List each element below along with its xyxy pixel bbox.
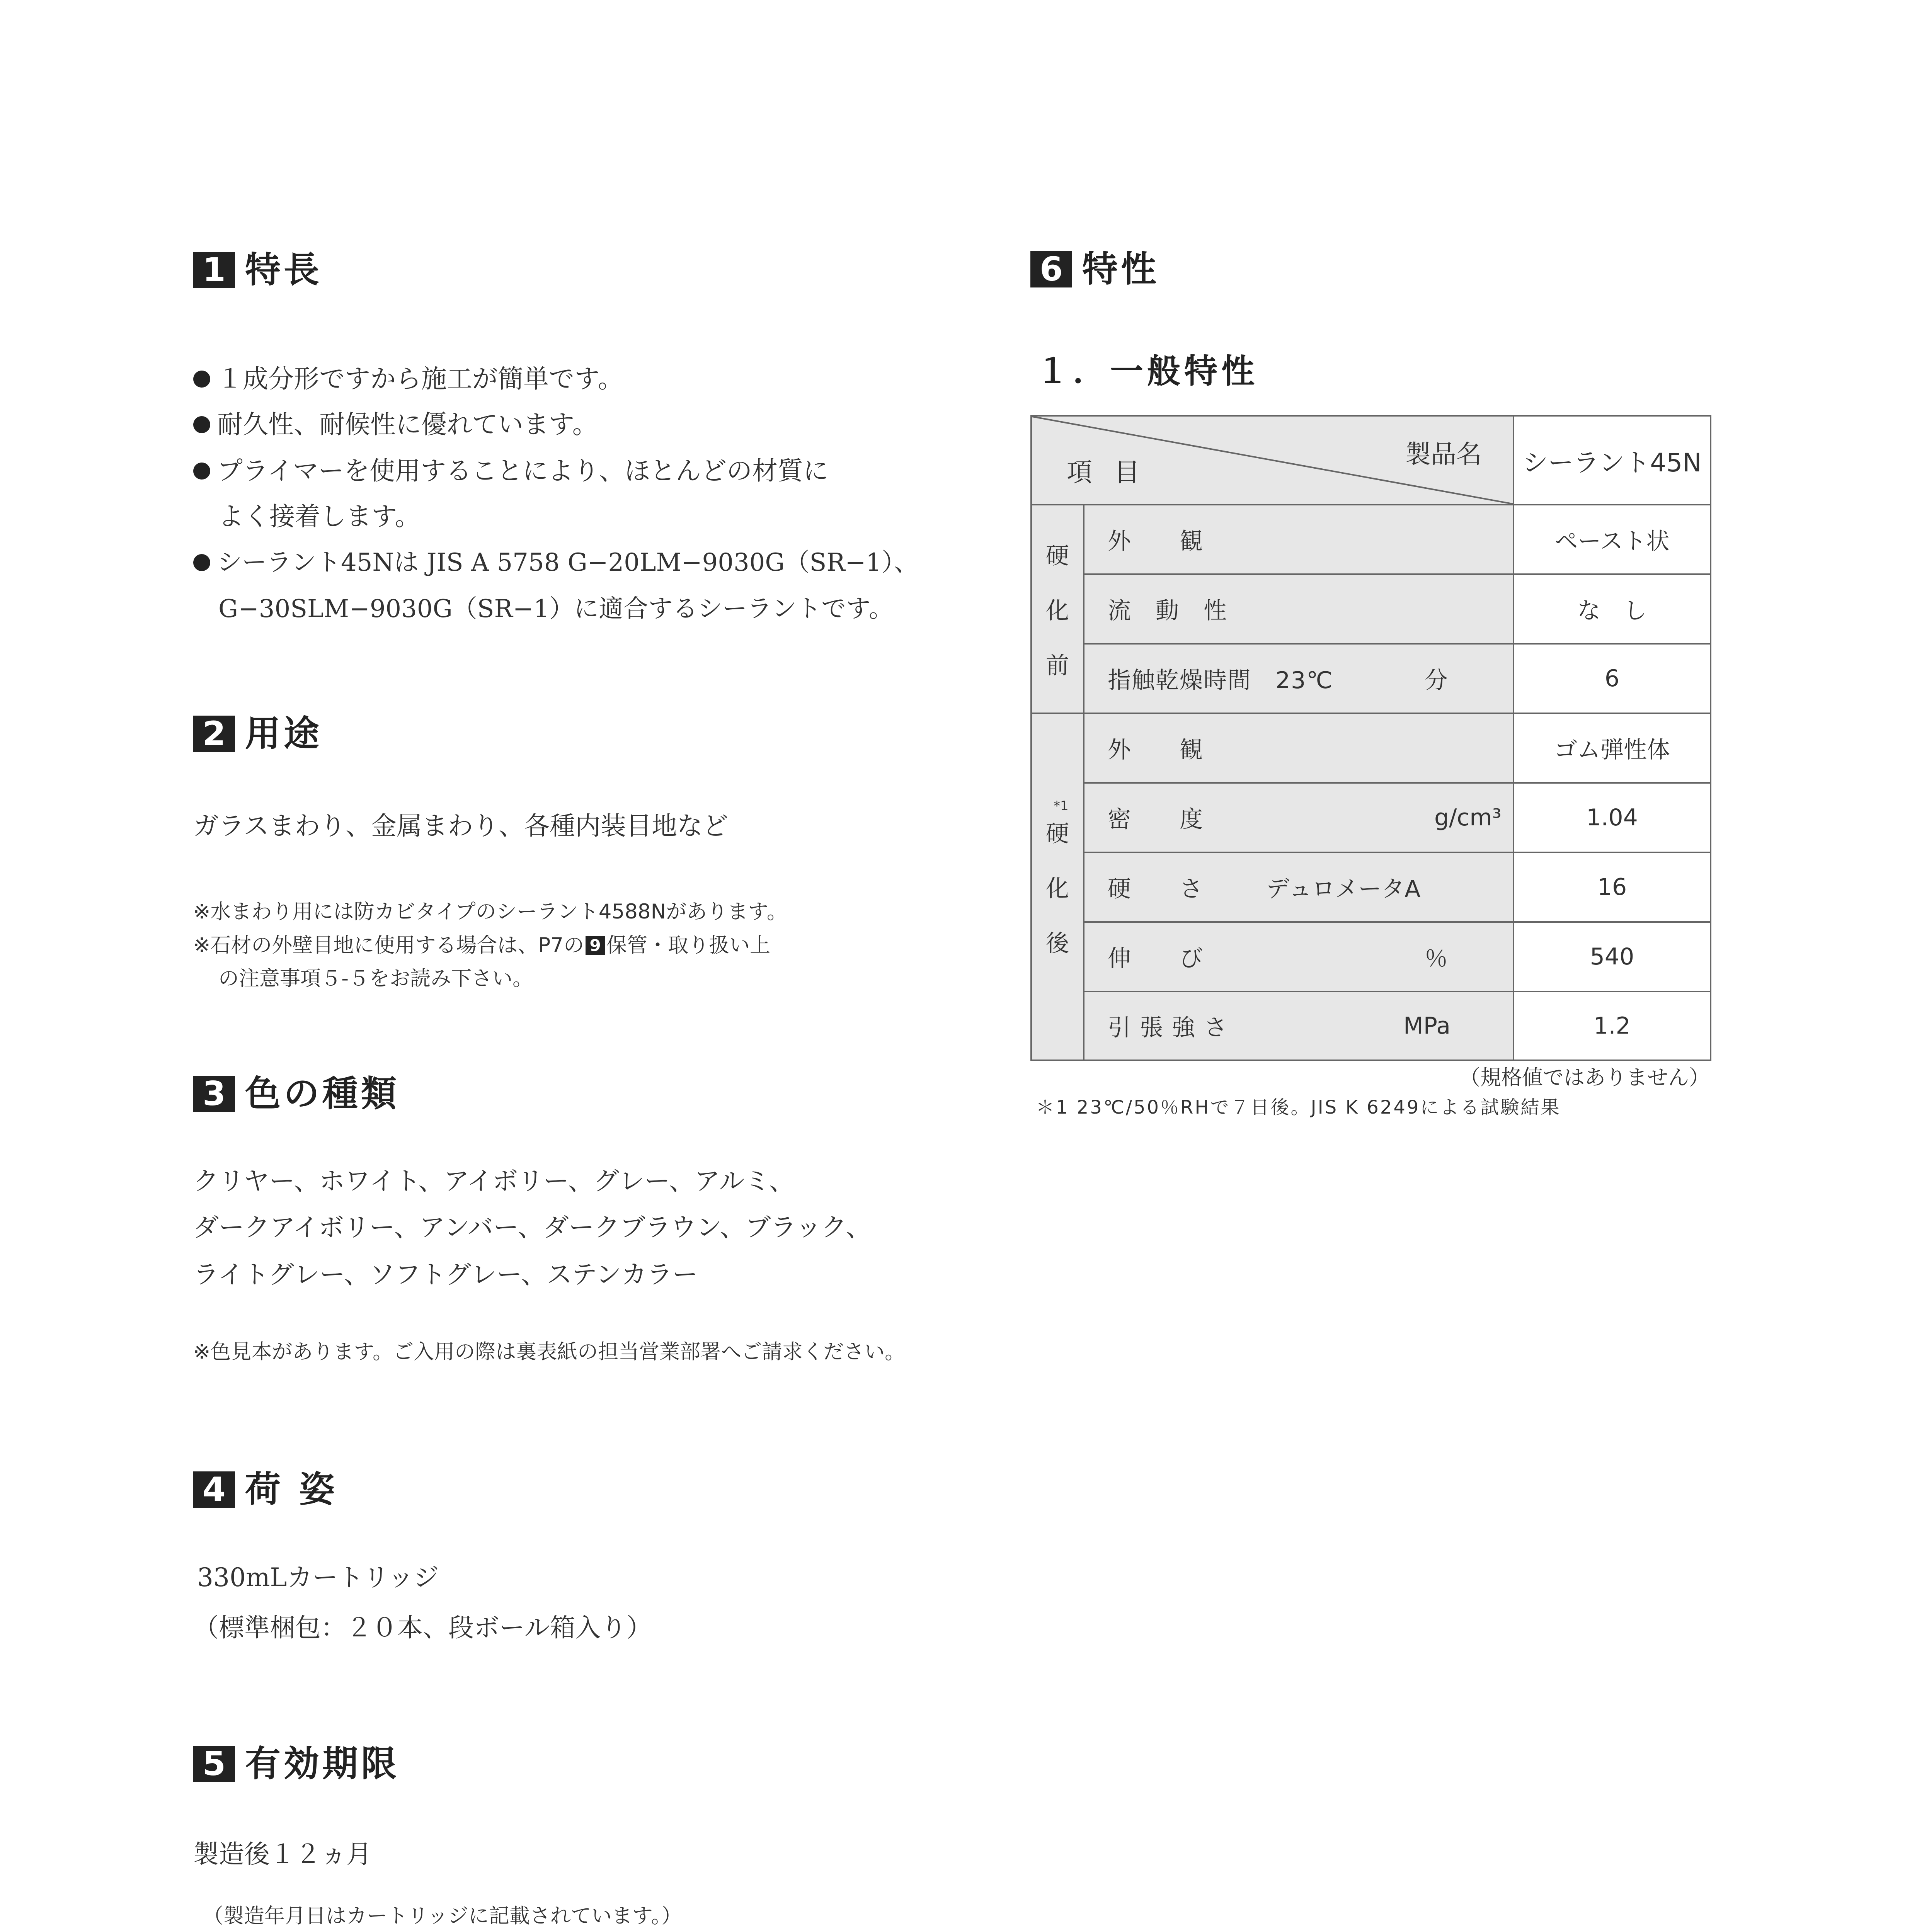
color-list-line: クリヤー、ホワイト、アイボリー、グレー、アルミ、 xyxy=(193,1166,795,1196)
usage-text: ガラスまわり、金属まわり、各種内装目地など xyxy=(193,811,729,841)
feature-text: シーラント45Nは JIS A 5758 G−20LM−9030G（SR−1）、 xyxy=(217,548,919,577)
shelf-life-text: 製造後１２ヵ月 xyxy=(193,1839,372,1869)
header-product-label: 製品名 xyxy=(1405,439,1482,469)
group-char: 硬 xyxy=(1046,543,1069,570)
section-4-heading xyxy=(193,1471,338,1508)
row-unit: 分 xyxy=(1425,667,1448,694)
row-value: 6 xyxy=(1514,644,1711,713)
section-title: 色の種類 xyxy=(245,1073,400,1114)
row-value: 540 xyxy=(1514,922,1711,992)
footnote-mark: *1 xyxy=(1054,798,1069,814)
group-before-curing xyxy=(1031,505,1084,713)
row-unit: g/cm³ xyxy=(1434,804,1502,831)
row-value: ゴム弾性体 xyxy=(1514,713,1711,783)
properties-table xyxy=(1030,415,1711,1061)
row-label: 流 動 性 xyxy=(1108,597,1227,624)
group-after-curing xyxy=(1031,713,1084,1060)
section-3-heading xyxy=(193,1073,400,1114)
feature-item xyxy=(193,550,919,575)
section-2-heading xyxy=(193,713,323,754)
section-5-heading xyxy=(193,1743,400,1784)
usage-note: ※水まわり用には防カビタイプのシーラント4588Nがあります。 xyxy=(193,900,788,923)
usage-note: の注意事項５-５をお読み下さい。 xyxy=(218,967,533,990)
row-label-cell xyxy=(1084,783,1514,852)
packaging-text: （標準梱包：２０本、段ボール箱入り） xyxy=(193,1613,652,1643)
row-label-cell xyxy=(1084,574,1514,644)
packaging-text: 330mLカートリッジ xyxy=(197,1563,439,1592)
row-label-cell xyxy=(1084,713,1514,783)
row-label-cell xyxy=(1084,505,1514,574)
row-value: ペースト状 xyxy=(1514,505,1711,574)
row-value: 16 xyxy=(1514,852,1711,922)
section-title: 荷 姿 xyxy=(245,1469,338,1510)
shelf-life-note: （製造年月日はカートリッジに記載されています。） xyxy=(203,1904,682,1928)
section-title: 特性 xyxy=(1082,248,1160,290)
section-number-badge: 5 xyxy=(193,1746,235,1782)
row-value: 1.04 xyxy=(1514,783,1711,852)
color-note: ※色見本があります。ご入用の際は裏表紙の担当営業部署へご請求ください。 xyxy=(193,1340,906,1364)
table-header-corner xyxy=(1031,416,1514,505)
table-note-right: （規格値ではありません） xyxy=(1459,1065,1710,1090)
row-unit: デュロメータA xyxy=(1266,876,1421,903)
color-list-line: ダークアイボリー、アンバー、ダークブラウン、ブラック、 xyxy=(193,1213,872,1242)
group-char: 化 xyxy=(1046,875,1069,902)
feature-text-continued: G−30SLM−9030G（SR−1）に適合するシーラントです。 xyxy=(218,595,894,623)
section-title: 特長 xyxy=(245,249,323,291)
row-label-cell xyxy=(1084,922,1514,992)
section-title: 有効期限 xyxy=(245,1743,400,1784)
bullet-icon xyxy=(193,371,210,388)
section-number-badge: 3 xyxy=(193,1076,235,1112)
product-name-cell: シーラント45N xyxy=(1514,416,1711,505)
section-number-badge: 2 xyxy=(193,716,235,752)
row-label: 外 観 xyxy=(1108,736,1204,764)
bullet-icon xyxy=(193,463,210,480)
row-unit: ％ xyxy=(1425,945,1448,972)
section-title: 用途 xyxy=(245,713,323,754)
reference-section-badge: 9 xyxy=(586,936,605,955)
section-number-badge: 4 xyxy=(193,1471,235,1508)
table-footnote: ＊1 23℃/50％RHで７日後。JIS K 6249による試験結果 xyxy=(1036,1097,1561,1118)
row-label: 伸 び xyxy=(1108,945,1204,972)
row-label-cell xyxy=(1084,644,1514,713)
row-label: 引 張 強 さ xyxy=(1108,1014,1228,1041)
row-unit: MPa xyxy=(1403,1012,1451,1039)
properties-subtitle: １．一般特性 xyxy=(1036,352,1258,391)
row-value: 1.2 xyxy=(1514,992,1711,1060)
header-item-label: 項 目 xyxy=(1067,457,1147,487)
usage-note-text: ※石材の外壁目地に使用する場合は、P7の xyxy=(193,934,584,957)
feature-item xyxy=(193,458,829,484)
group-char: *1 硬 xyxy=(1046,798,1069,847)
feature-text: プライマーを使用することにより、ほとんどの材質に xyxy=(217,456,829,486)
bullet-icon xyxy=(193,416,210,433)
group-char: 後 xyxy=(1046,930,1069,957)
usage-note xyxy=(193,935,770,956)
usage-note-text: 保管・取り扱い上 xyxy=(606,934,771,957)
row-value: な し xyxy=(1514,574,1711,644)
group-char: 化 xyxy=(1046,597,1069,624)
group-char: 前 xyxy=(1046,652,1069,679)
row-label-cell xyxy=(1084,992,1514,1060)
feature-text: 耐久性、耐候性に優れています。 xyxy=(217,410,598,439)
section-number-badge: 6 xyxy=(1030,251,1072,287)
section-6-heading xyxy=(1030,248,1160,290)
bullet-icon xyxy=(193,554,210,571)
section-number-badge: 1 xyxy=(193,252,235,288)
row-label: 外 観 xyxy=(1108,528,1204,555)
feature-item xyxy=(193,412,598,437)
row-label: 指触乾燥時間 23℃ xyxy=(1108,667,1333,694)
row-label: 硬 さ xyxy=(1108,876,1204,903)
row-label-cell xyxy=(1084,852,1514,922)
feature-text-continued: よく接着します。 xyxy=(218,502,421,531)
section-1-heading xyxy=(193,249,323,291)
feature-text: １成分形ですから施工が簡単です。 xyxy=(217,364,623,394)
feature-item xyxy=(193,366,623,392)
color-list-line: ライトグレー、ソフトグレー、ステンカラー xyxy=(193,1260,698,1289)
row-label: 密 度 xyxy=(1108,806,1204,833)
